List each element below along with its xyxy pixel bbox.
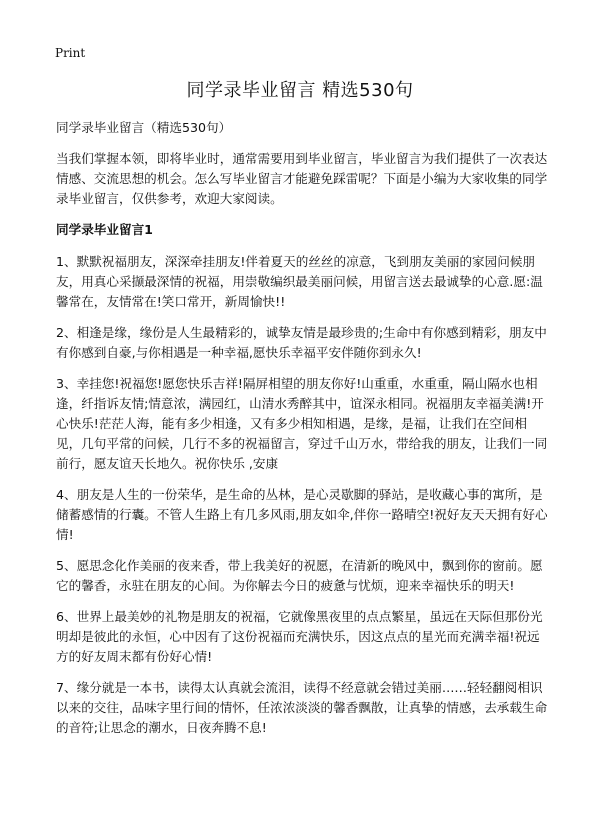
- print-link[interactable]: Print: [55, 46, 86, 60]
- message-entry-2: 2、相逢是缘，缘份是人生最精彩的，诚挚友情是最珍贵的;生命中有你感到精彩，朋友中有你感到自豪,与你相遇是一种幸福,愿快乐幸福平安伴随你到永久!: [56, 325, 547, 360]
- message-entry-3: 3、幸挂您!祝福您!愿您快乐吉祥!隔屏相望的朋友你好!山重重，水重重，隔山隔水也相逢，纤指诉友情;情意浓，满园红，山清水秀醉其中，谊深永相同。祝福朋友幸福美满!开心快乐!茫茫人海，能有多少相逢，又有多少相知相遇，是缘，是福，让我们在空间相见，几句平常的问候，几行不多的祝福留言，穿过千山万水，带给我的朋友，让我们一同前行，愿友谊天长地久。祝你快乐 ,安康: [56, 376, 548, 471]
- article-subtitle: 同学录毕业留言（精选530句）: [56, 120, 232, 135]
- section-heading: 同学录毕业留言1: [56, 222, 153, 237]
- message-entry-6: 6、世界上最美妙的礼物是朋友的祝福，它就像黑夜里的点点繁星，虽远在天际但那份光明却是彼此的永恒，心中因有了这份祝福而充满快乐，因这点点的星光而充满幸福!祝远方的好友周末都有份好心情!: [56, 609, 543, 664]
- message-entry-7: 7、缘分就是一本书，读得太认真就会流泪，读得不经意就会错过美丽……轻轻翻阅相识以来的交往，品味字里行间的情怀，任浓浓淡淡的馨香飘散，让真挚的情感，去承载生命的音符;让思念的潮水，日夜奔腾不息!: [56, 680, 548, 735]
- intro-paragraph: 当我们掌握本领，即将毕业时，通常需要用到毕业留言，毕业留言为我们提供了一次表达情感、交流思想的机会。怎么写毕业留言才能避免踩雷呢？下面是小编为大家收集的同学录毕业留言，仅供参考，欢迎大家阅读。: [56, 151, 548, 206]
- message-entry-4: 4、朋友是人生的一份荣华，是生命的丛林，是心灵歇脚的驿站，是收藏心事的寓所，是储蓄感情的行囊。不管人生路上有几多风雨,朋友如伞,伴你一路晴空!祝好友天天拥有好心情!: [56, 487, 548, 542]
- page-title: 同学录毕业留言 精选530句: [186, 80, 414, 101]
- message-entry-1: 1、默默祝福朋友，深深牵挂朋友!伴着夏天的丝丝的凉意，飞到朋友美丽的家园问候朋友，用真心采撷最深情的祝福，用崇敬编织最美丽问候，用留言送去最诚挚的心意.愿:温馨常在，友情常在!笑口常开，新周愉快!!: [56, 254, 543, 309]
- article-body: [56, 118, 548, 749]
- message-entry-5: 5、愿思念化作美丽的夜来香，带上我美好的祝愿，在清新的晚风中，飘到你的窗前。愿它的馨香，永驻在朋友的心间。为你解去今日的疲惫与忧烦，迎来幸福快乐的明天!: [56, 558, 543, 593]
